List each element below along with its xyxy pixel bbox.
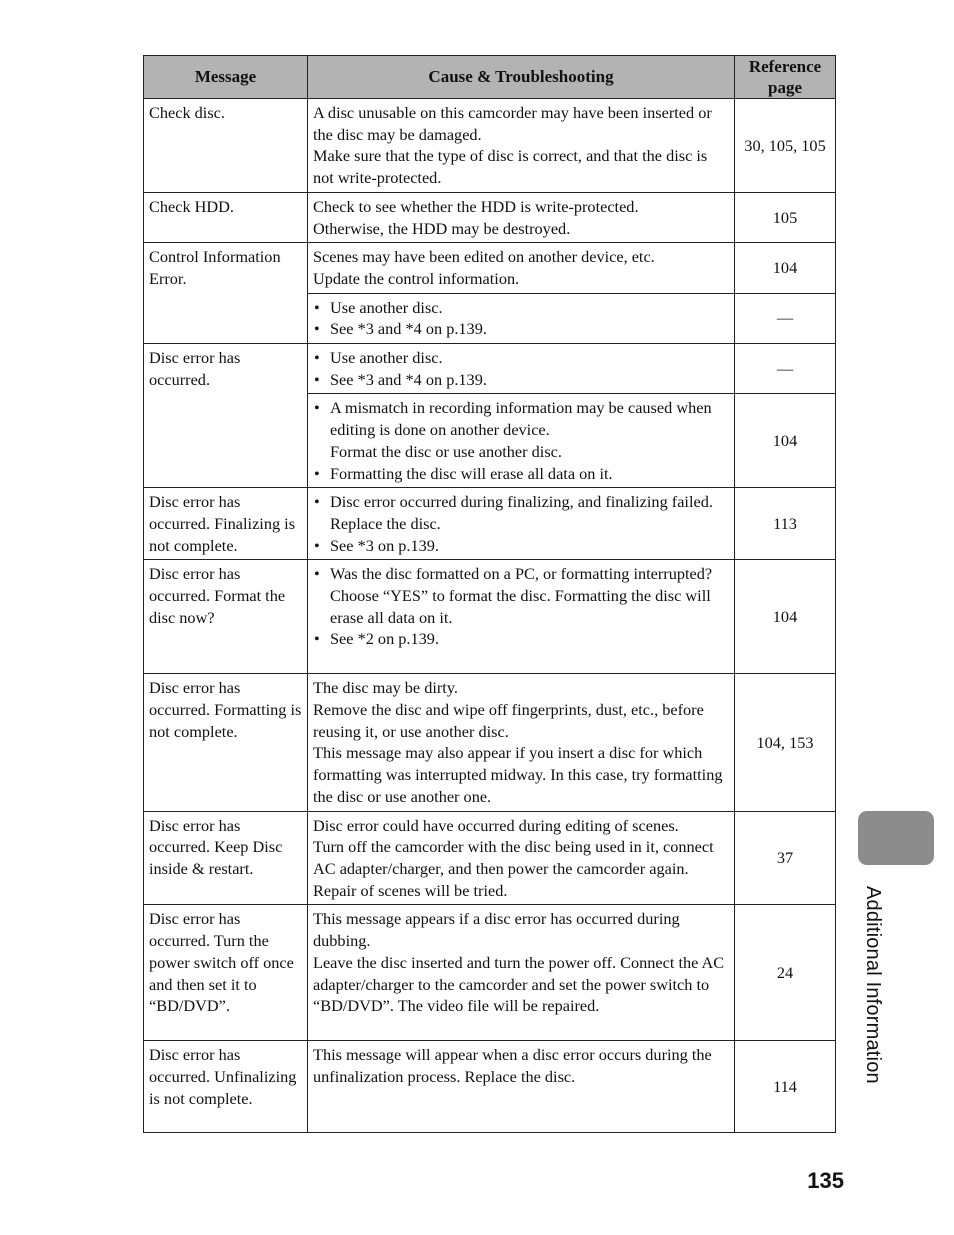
reference-cell: 104 — [735, 560, 836, 674]
cause-cell — [308, 1041, 735, 1133]
cause-line: A disc unusable on this camcorder may have been inserted or the disc may be damaged. — [313, 103, 712, 144]
cause-bullet: • Use another disc. — [313, 297, 729, 319]
cause-cell — [308, 394, 735, 488]
cause-bullet-list — [313, 491, 729, 556]
reference-cell: 105 — [735, 192, 836, 242]
table-row — [144, 811, 836, 905]
cause-bullet — [313, 397, 729, 462]
cause-bullet: • See *3 and *4 on p.139. — [313, 318, 729, 340]
table-row — [144, 243, 836, 293]
cause-line: Update the control information. — [313, 268, 520, 288]
message-cell: Disc error has occurred. Format the disc now? — [144, 560, 308, 674]
cause-bullet-line: Format the disc or use another disc. — [330, 441, 562, 461]
cause-bullet — [313, 563, 729, 628]
cause-cell — [308, 560, 735, 674]
cause-bullet-list — [313, 397, 729, 484]
cause-line: The disc may be dirty. — [313, 678, 458, 698]
cause-bullet: • See *3 and *4 on p.139. — [313, 369, 729, 391]
cause-bullet-list — [313, 563, 729, 650]
table-row — [144, 1041, 836, 1133]
message-cell: Disc error has occurred. Unfinalizing is not complete. — [144, 1041, 308, 1133]
cause-bullet: • Formatting the disc will erase all data on it. — [313, 463, 729, 485]
cause-cell — [308, 811, 735, 905]
cause-cell — [308, 905, 735, 1041]
cause-bullet-list — [313, 297, 729, 340]
cause-cell — [308, 488, 735, 560]
cause-bullet-list — [313, 347, 729, 390]
cause-cell — [308, 293, 735, 343]
message-cell: Control Information Error. — [144, 243, 308, 344]
cause-line: Make sure that the type of disc is correct, and that the disc is not write-protected. — [313, 146, 708, 188]
cause-line: Turn off the camcorder with the disc being used in it, connect AC adapter/charger, and then power the camcorder again. Repair of scenes will be tried. — [313, 837, 714, 900]
message-cell: Disc error has occurred. Turn the power switch off once and then set it to “BD/DVD”. — [144, 905, 308, 1041]
message-cell: Check HDD. — [144, 192, 308, 242]
cause-line: Otherwise, the HDD may be destroyed. — [313, 218, 571, 238]
cause-line: Leave the disc inserted and turn the power off. Connect the AC adapter/charger to the camcorder and set the power switch to “BD/DVD”. The video file will be repaired. — [313, 952, 725, 1016]
message-cell: Disc error has occurred. Formatting is not complete. — [144, 674, 308, 811]
section-label: Additional Information — [862, 886, 884, 1084]
table-header-row — [144, 56, 836, 99]
cause-bullet-line: • A mismatch in recording information may be caused when editing is done on another device. — [330, 398, 712, 440]
table-row — [144, 344, 836, 394]
reference-cell: 114 — [735, 1041, 836, 1133]
troubleshooting-table — [143, 55, 836, 1133]
section-tab-marker — [858, 811, 934, 865]
header-cause: Cause & Troubleshooting — [308, 56, 735, 99]
reference-cell: 30, 105, 105 — [735, 99, 836, 193]
table-row — [144, 488, 836, 560]
message-cell: Check disc. — [144, 99, 308, 193]
cause-bullet: • See *3 on p.139. — [313, 535, 729, 557]
table-row — [144, 99, 836, 193]
cause-line: Check to see whether the HDD is write-protected. — [313, 196, 639, 216]
reference-cell: 24 — [735, 905, 836, 1041]
reference-cell: 104, 153 — [735, 674, 836, 811]
cause-bullet: • See *2 on p.139. — [313, 628, 729, 650]
cause-line: Disc error could have occurred during editing of scenes. — [313, 815, 679, 835]
reference-cell: — — [735, 344, 836, 394]
header-reference — [735, 56, 836, 99]
cause-line: This message may also appear if you insert a disc for which formatting was interrupted midway. In this case, try formatting the disc or use another one. — [313, 743, 723, 806]
reference-cell: 37 — [735, 811, 836, 905]
table-row — [144, 674, 836, 811]
cause-bullet: • Disc error occurred during finalizing, and finalizing failed. Replace the disc. — [313, 491, 729, 534]
table-row — [144, 192, 836, 242]
page-number: 135 — [807, 1168, 844, 1193]
table-row — [144, 560, 836, 674]
message-cell: Disc error has occurred. — [144, 344, 308, 488]
reference-cell: 104 — [735, 243, 836, 293]
reference-cell: — — [735, 293, 836, 343]
cause-bullet: • Use another disc. — [313, 347, 729, 369]
reference-cell: 113 — [735, 488, 836, 560]
cause-line: Scenes may have been edited on another device, etc. — [313, 247, 655, 267]
cause-cell — [308, 99, 735, 193]
message-cell: Disc error has occurred. Finalizing is not complete. — [144, 488, 308, 560]
cause-line: This message will appear when a disc error occurs during the unfinalization process. Replace the disc. — [313, 1045, 712, 1087]
cause-line: Remove the disc and wipe off fingerprints, dust, etc., before reusing it, or use another disc. — [313, 700, 704, 741]
cause-cell — [308, 344, 735, 394]
header-message: Message — [144, 56, 308, 99]
header-reference-label: Reference page — [748, 57, 822, 97]
table-row — [144, 905, 836, 1041]
cause-bullet-line: Choose “YES” to format the disc. Formatting the disc will erase all data on it. — [330, 586, 711, 627]
cause-line: This message appears if a disc error has occurred during dubbing. — [313, 909, 680, 951]
message-cell: Disc error has occurred. Keep Disc inside & restart. — [144, 811, 308, 905]
cause-cell — [308, 192, 735, 242]
cause-bullet-line: • Was the disc formatted on a PC, or formatting interrupted? — [330, 564, 713, 584]
cause-cell — [308, 243, 735, 293]
cause-cell — [308, 674, 735, 811]
reference-cell: 104 — [735, 394, 836, 488]
